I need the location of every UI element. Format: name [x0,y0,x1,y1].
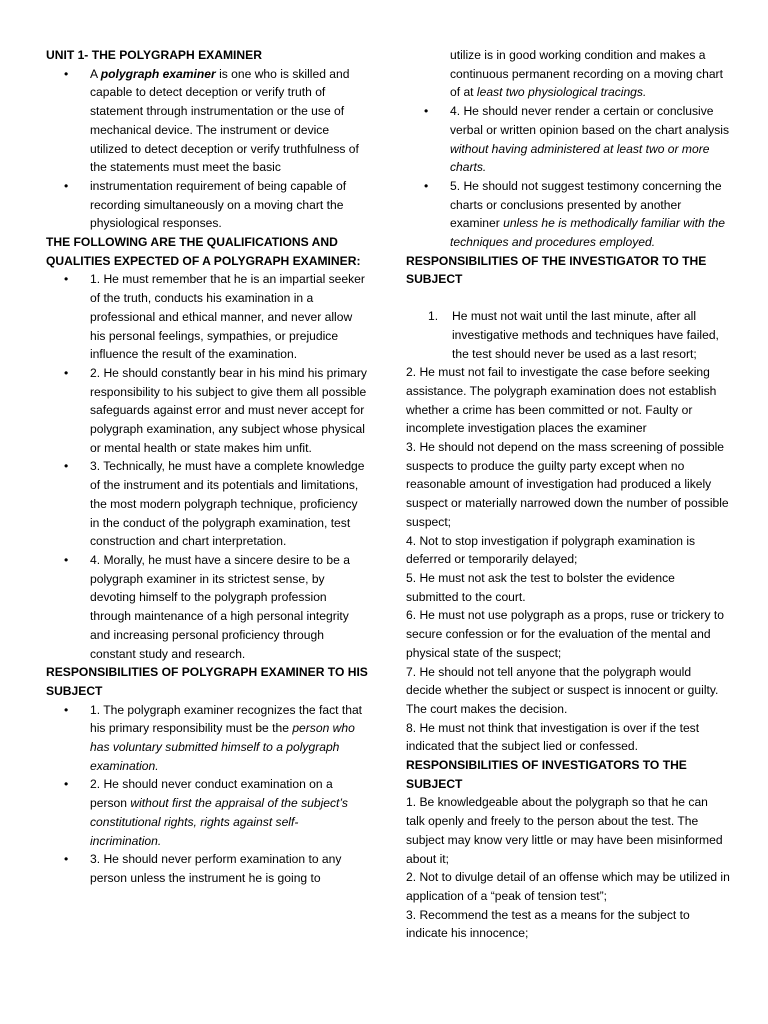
list-item: • 2. He should constantly bear in his mind his primary responsibility to his subject to give them all possible safeguards against error and must never accept for polygraph examination, any subject whose physical or mental health or state makes him unfit. [64,365,367,455]
paragraph: 3. He should not depend on the mass screening of possible suspects to produce the guilty party except when no reasonable amount of investigation had produced a likely suspect or materially narrowed down the number of possible suspect; [406,440,729,529]
bullet-icon: • [424,104,429,119]
list-item: • A polygraph examiner is one who is skilled and capable to detect deception or verify truth of statement through instrumentation or the use of mechanical device. The instrument or device utilized to detect deception or verify truthfulness of the statements must meet the basic [64,66,359,175]
paragraph: 3. Recommend the test as a means for the subject to indicate his innocence; [406,907,690,941]
bullet-icon: • [424,178,429,193]
emphasis-text: unless he is methodically familiar with the techniques and procedures employed. [450,216,725,250]
paragraph: 4. Not to stop investigation if polygraph examination is deferred or temporarily delayed; [406,533,696,567]
paragraph: 7. He should not tell anyone that the polygraph would decide whether the subject or suspect is innocent or guilty. The court makes the decision. [406,664,719,716]
paragraph: 5. He must not ask the test to bolster the evidence submitted to the court. [406,570,675,604]
paragraph: 6. He must not use polygraph as a props, ruse or trickery to secure confession or for the evaluation of the mental and physical state of the suspect; [406,608,724,660]
bullet-icon: • [64,459,69,474]
list-item: • instrumentation requirement of being capable of recording simultaneously on a moving chart the physiological responses. [64,178,347,231]
bullet-icon: • [64,178,69,193]
bullet-icon: • [64,365,69,380]
emphasis-text: person who has voluntary submitted himself to a polygraph examination. [90,721,355,773]
qualifications-heading: THE FOLLOWING ARE THE QUALIFICATIONS AND QUALITIES EXPECTED OF A POLYGRAPH EXAMINER: [46,235,361,268]
continued-item: utilize is in good working condition and makes a continuous permanent recording on a moving chart of at least two physiological tracings. [450,48,723,100]
left-column [46,46,368,888]
paragraph: 8. He must not think that investigation is over if the test indicated that the subject lied or confessed. [406,720,700,754]
list-item: • 4. Morally, he must have a sincere desire to be a polygraph examiner in its strictest sense, by devoting himself to the polygraph profession through maintenance of a high personal integrity and increasing personal proficiency through constant study and research. [64,552,350,661]
paragraph: 1. Be knowledgeable about the polygraph so that he can talk openly and freely to the person about the test. The subject may know very little or may have been misinformed about it; [406,795,723,866]
list-item: • 4. He should never render a certain or conclusive verbal or written opinion based on the chart analysis without having administered at least two or more charts. [424,104,729,175]
list-item: • 1. He must remember that he is an impartial seeker of the truth, conducts his examination in a professional and ethical manner, and never allow his personal feelings, sympathies, or prejudice influence the result of the examination. [64,272,365,362]
item-number: 1. [428,309,439,324]
bullet-icon: • [64,272,69,287]
paragraph: 2. He must not fail to investigate the case before seeking assistance. The polygraph examination does not establish whether a crime has been committed or not. Faulty or incomplete investigation places the examiner [406,365,717,436]
qualifications-list [46,270,368,663]
list-item: 1. He must not wait until the last minute, after all investigative methods and techniques have failed, the test should never be used as a last resort; [428,309,719,361]
emphasis-text: without having administered at least two or more charts. [450,141,710,175]
examiner-responsibilities-list-continued [406,102,730,252]
bullet-icon: • [64,66,69,81]
list-item: • 3. He should never perform examination to any person unless the instrument he is going to [64,852,342,885]
intro-list [46,65,368,233]
unit-title: UNIT 1- THE POLYGRAPH EXAMINER [46,48,262,62]
investigator-first-item-list [406,307,730,363]
spacer [406,289,730,307]
investigators-responsibilities-heading: RESPONSIBILITIES OF INVESTIGATORS TO THE SUBJECT [406,758,687,791]
emphasis-text: without first the appraisal of the subject’s constitutional rights, rights against self- incrimination. [90,796,348,848]
right-column [406,46,730,943]
list-item: • 2. He should never conduct examination on a person without first the appraisal of the subject’s constitutional rights, rights against self- incrimination. [64,777,348,848]
examiner-responsibilities-list [46,701,368,888]
paragraph: 2. Not to divulge detail of an offense which may be utilized in application of a “peak of tension test”; [406,870,730,903]
emphasis-text: least two physiological tracings. [476,85,647,100]
investigator-responsibilities-heading: RESPONSIBILITIES OF THE INVESTIGATOR TO THE SUBJECT [406,253,707,287]
examiner-responsibilities-heading: RESPONSIBILITIES OF POLYGRAPH EXAMINER TO HIS SUBJECT [46,665,368,698]
bullet-icon: • [64,852,69,867]
list-item: • 3. Technically, he must have a complete knowledge of the instrument and its potentials and limitations, the most modern polygraph technique, proficiency in the conduct of the polygraph examination, test construction and chart interpretation. [64,459,365,549]
list-item: • 1. The polygraph examiner recognizes the fact that his primary responsibility must be the person who has voluntary submitted himself to a polygraph examination. [64,702,363,773]
bullet-icon: • [64,552,69,567]
emphasis-text: polygraph examiner [100,66,216,81]
bullet-icon: • [64,702,69,717]
list-item: • 5. He should not suggest testimony concerning the charts or conclusions presented by another examiner unless he is methodically familiar with the techniques and procedures employed. [424,178,725,250]
bullet-icon: • [64,777,69,792]
